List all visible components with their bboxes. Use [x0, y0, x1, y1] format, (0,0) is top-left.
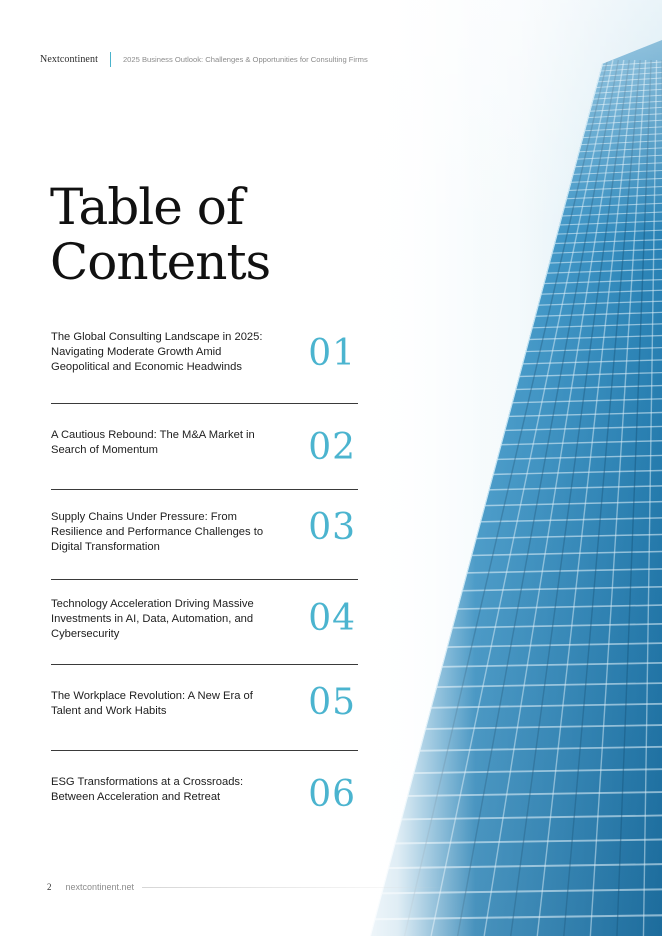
- toc-entry-title: Supply Chains Under Pressure: From Resilience and Performance Challenges to Digital Transformation: [51, 511, 264, 553]
- toc-entry-number: 04: [308, 598, 356, 639]
- brand-name: Nextcontinent: [40, 53, 98, 65]
- page-title-line-1: Table of: [50, 178, 244, 236]
- toc-entry-number: 03: [308, 507, 356, 548]
- toc-entry-title: A Cautious Rebound: The M&A Market in Search of Momentum: [51, 429, 255, 456]
- toc-entry-number: 01: [308, 333, 356, 374]
- header-divider: [110, 52, 111, 67]
- toc-entry-number: 02: [308, 427, 356, 468]
- toc-entry[interactable]: [51, 580, 358, 665]
- page-footer: [47, 882, 447, 892]
- toc-entry-title: Technology Acceleration Driving Massive Investments in AI, Data, Automation, and Cybersecurity: [51, 598, 254, 640]
- toc-entry[interactable]: [51, 318, 358, 404]
- page-title: [50, 180, 340, 290]
- page-header: [40, 51, 368, 67]
- toc-entry-number: 05: [308, 682, 356, 723]
- page-number: 2: [47, 882, 52, 892]
- toc-entry-title: The Workplace Revolution: A New Era of Talent and Work Habits: [51, 690, 253, 717]
- toc-entry-title: ESG Transformations at a Crossroads: Between Acceleration and Retreat: [51, 776, 244, 803]
- toc-entry[interactable]: [51, 490, 358, 580]
- document-subtitle: 2025 Business Outlook: Challenges & Opportunities for Consulting Firms: [122, 54, 368, 64]
- toc-entry[interactable]: [51, 665, 358, 751]
- footer-url[interactable]: nextcontinent.net: [65, 882, 135, 892]
- toc-list: [51, 318, 358, 841]
- footer-divider: [142, 887, 447, 888]
- toc-entry[interactable]: [51, 404, 358, 490]
- toc-entry[interactable]: [51, 751, 358, 841]
- page-title-line-2: Contents: [50, 233, 271, 291]
- toc-entry-number: 06: [308, 774, 356, 815]
- skyscraper-illustration: [340, 0, 662, 936]
- toc-entry-title: The Global Consulting Landscape in 2025: Navigating Moderate Growth Amid Geopolitical and Economic Headwinds: [51, 331, 263, 373]
